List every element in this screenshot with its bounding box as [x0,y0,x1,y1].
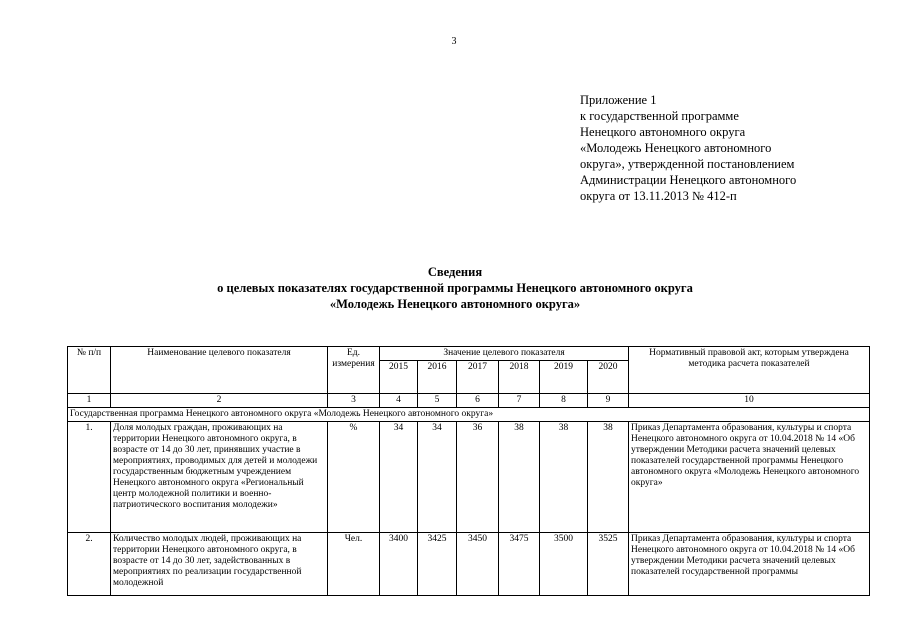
appendix-note [580,92,880,204]
row-value: 3475 [499,533,540,596]
header-year: 2015 [380,361,418,394]
appendix-line: округа от 13.11.2013 № 412-п [580,189,737,203]
appendix-line: округа», утвержденной постановлением [580,157,795,171]
column-number-row [68,394,870,408]
row-value: 38 [499,422,540,533]
column-number: 8 [540,394,588,408]
row-legal-act: Приказ Департамента образования, культуры и спорта Ненецкого автономного округа от 10.04.2018 № 14 «Об утверждении Методики расчета значений целевых показателей государственной программы Ненецкого автономного округа «Молодежь Ненецкого автономного округа» [629,422,870,533]
header-year: 2017 [457,361,499,394]
column-number: 10 [629,394,870,408]
page-number: 3 [451,36,457,47]
header-year: 2020 [588,361,629,394]
column-number: 2 [111,394,328,408]
appendix-line: «Молодежь Ненецкого автономного [580,141,772,155]
appendix-line: Приложение 1 [580,93,657,107]
row-legal-act: Приказ Департамента образования, культуры и спорта Ненецкого автономного округа от 10.04.2018 № 14 «Об утверждении Методики расчета значений целевых показателей государственной программы [629,533,870,596]
table-row [68,533,870,596]
row-value: 34 [380,422,418,533]
row-unit: Чел. [328,533,380,596]
header-value-group: Значение целевого показателя [380,347,629,361]
column-number: 5 [418,394,457,408]
header-name: Наименование целевого показателя [111,347,328,394]
row-value: 3525 [588,533,629,596]
header-unit: Ед. измерения [328,347,380,394]
heading-program-name: «Молодежь Ненецкого автономного округа» [329,297,581,311]
heading-title: Сведения [427,265,483,279]
row-indicator-name: Доля молодых граждан, проживающих на территории Ненецкого автономного округа, в возрасте от 14 до 30 лет, принявших участие в мероприятиях, проводимых для детей и молодежи государственным бюджетным учреждением Ненецкого автономного округа «Региональный центр молодежной политики и военно-патриотического воспитания молодежи» [111,422,328,533]
header-num: № п/п [68,347,111,394]
appendix-line: к государственной программе [580,109,739,123]
header-year: 2018 [499,361,540,394]
indicators-table [67,346,870,596]
row-value: 38 [540,422,588,533]
row-value: 3400 [380,533,418,596]
header-year: 2019 [540,361,588,394]
column-number: 7 [499,394,540,408]
document-heading [150,264,760,312]
column-number: 1 [68,394,111,408]
header-year: 2016 [418,361,457,394]
program-title: Государственная программа Ненецкого автономного округа «Молодежь Ненецкого автономного округа» [68,408,870,422]
row-value: 38 [588,422,629,533]
header-act: Нормативный правовой акт, которым утверждена методика расчета показателей [629,347,870,394]
column-number: 6 [457,394,499,408]
appendix-line: Администрации Ненецкого автономного [580,173,797,187]
row-num: 2. [68,533,111,596]
table-header-row [68,347,870,361]
table-row [68,422,870,533]
column-number: 3 [328,394,380,408]
row-value: 3450 [457,533,499,596]
row-value: 3500 [540,533,588,596]
program-row [68,408,870,422]
appendix-line: Ненецкого автономного округа [580,125,746,139]
row-value: 36 [457,422,499,533]
column-number: 4 [380,394,418,408]
row-value: 3425 [418,533,457,596]
row-unit: % [328,422,380,533]
heading-subtitle: о целевых показателях государственной программы Ненецкого автономного округа [217,281,693,295]
column-number: 9 [588,394,629,408]
row-num: 1. [68,422,111,533]
row-indicator-name: Количество молодых людей, проживающих на территории Ненецкого автономного округа, в возрасте от 14 до 30 лет, задействованных в мероприятиях по реализации государственной молодежной [111,533,328,596]
row-value: 34 [418,422,457,533]
